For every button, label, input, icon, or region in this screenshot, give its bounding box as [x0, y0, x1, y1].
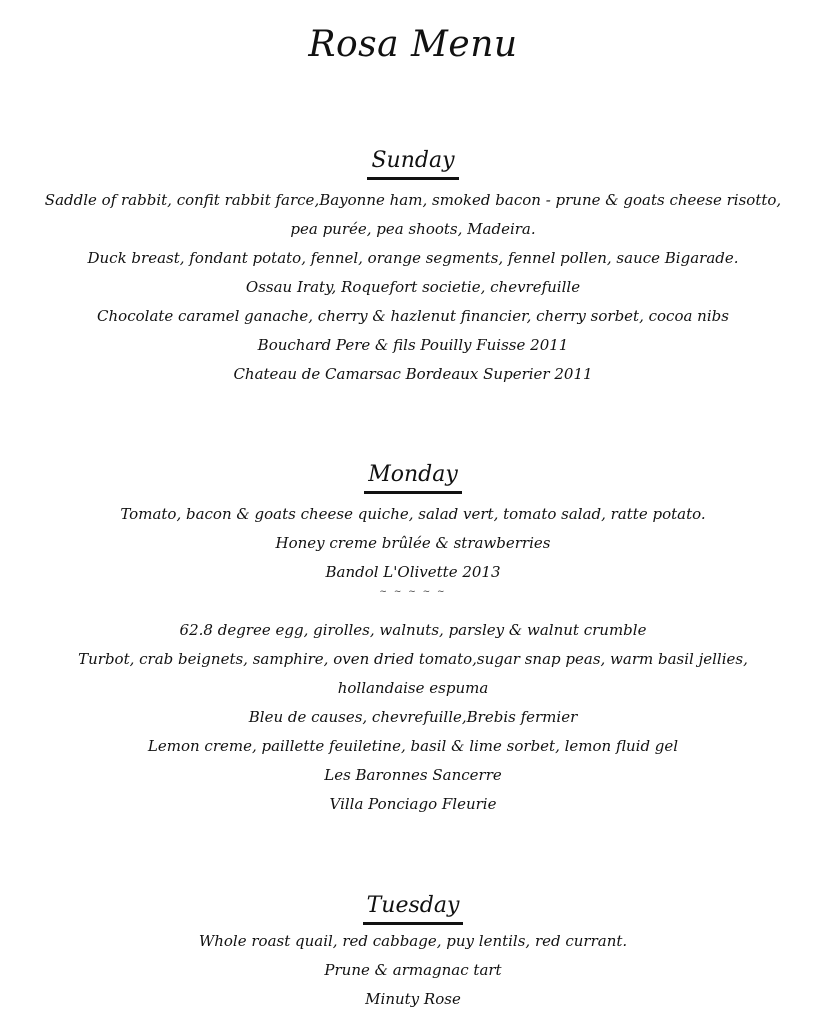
- monday-items: [0, 500, 826, 819]
- section-sunday: [0, 148, 826, 389]
- section-monday: [0, 462, 826, 819]
- menu-line: Saddle of rabbit, confit rabbit farce,Bayonne ham, smoked bacon - prune & goats cheese risotto,: [44, 191, 782, 209]
- course-separator: ~ ~ ~ ~ ~: [379, 587, 447, 597]
- menu-line: Whole roast quail, red cabbage, puy lentils, red currant.: [198, 932, 628, 950]
- menu-line: Tomato, bacon & goats cheese quiche, salad vert, tomato salad, ratte potato.: [120, 505, 706, 523]
- menu-line: Lemon creme, paillette feuiletine, basil & lime sorbet, lemon fluid gel: [147, 737, 679, 755]
- page-title: Rosa Menu: [308, 24, 518, 65]
- menu-line: Honey creme brûlée & strawberries: [275, 534, 551, 552]
- menu-line: pea purée, pea shoots, Madeira.: [290, 220, 536, 238]
- day-heading-sunday: Sunday: [367, 148, 458, 180]
- menu-line: Prune & armagnac tart: [324, 961, 502, 979]
- menu-line: hollandaise espuma: [337, 679, 489, 697]
- menu-line: Turbot, crab beignets, samphire, oven dried tomato,sugar snap peas, warm basil jellies,: [78, 650, 748, 668]
- menu-line: Chateau de Camarsac Bordeaux Superier 2011: [233, 365, 593, 383]
- menu-line: Ossau Iraty, Roquefort societie, chevrefuille: [245, 278, 581, 296]
- day-heading-monday: Monday: [364, 462, 462, 494]
- menu-line: Minuty Rose: [365, 990, 461, 1008]
- tuesday-items: [0, 927, 826, 1014]
- section-tuesday: [0, 893, 826, 1014]
- menu-line: Villa Ponciago Fleurie: [329, 795, 497, 813]
- sunday-items: [0, 186, 826, 389]
- menu-line: 62.8 degree egg, girolles, walnuts, parsley & walnut crumble: [179, 621, 647, 639]
- menu-line: Bandol L'Olivette 2013: [325, 563, 501, 581]
- menu-line: Les Baronnes Sancerre: [324, 766, 502, 784]
- menu-line: Chocolate caramel ganache, cherry & hazlenut financier, cherry sorbet, cocoa nibs: [97, 307, 729, 325]
- menu-line: Bleu de causes, chevrefuille,Brebis fermier: [248, 708, 578, 726]
- menu-line: Duck breast, fondant potato, fennel, orange segments, fennel pollen, sauce Bigarade.: [87, 249, 739, 267]
- menu-line: Bouchard Pere & fils Pouilly Fuisse 2011: [257, 336, 569, 354]
- day-heading-tuesday: Tuesday: [363, 893, 464, 925]
